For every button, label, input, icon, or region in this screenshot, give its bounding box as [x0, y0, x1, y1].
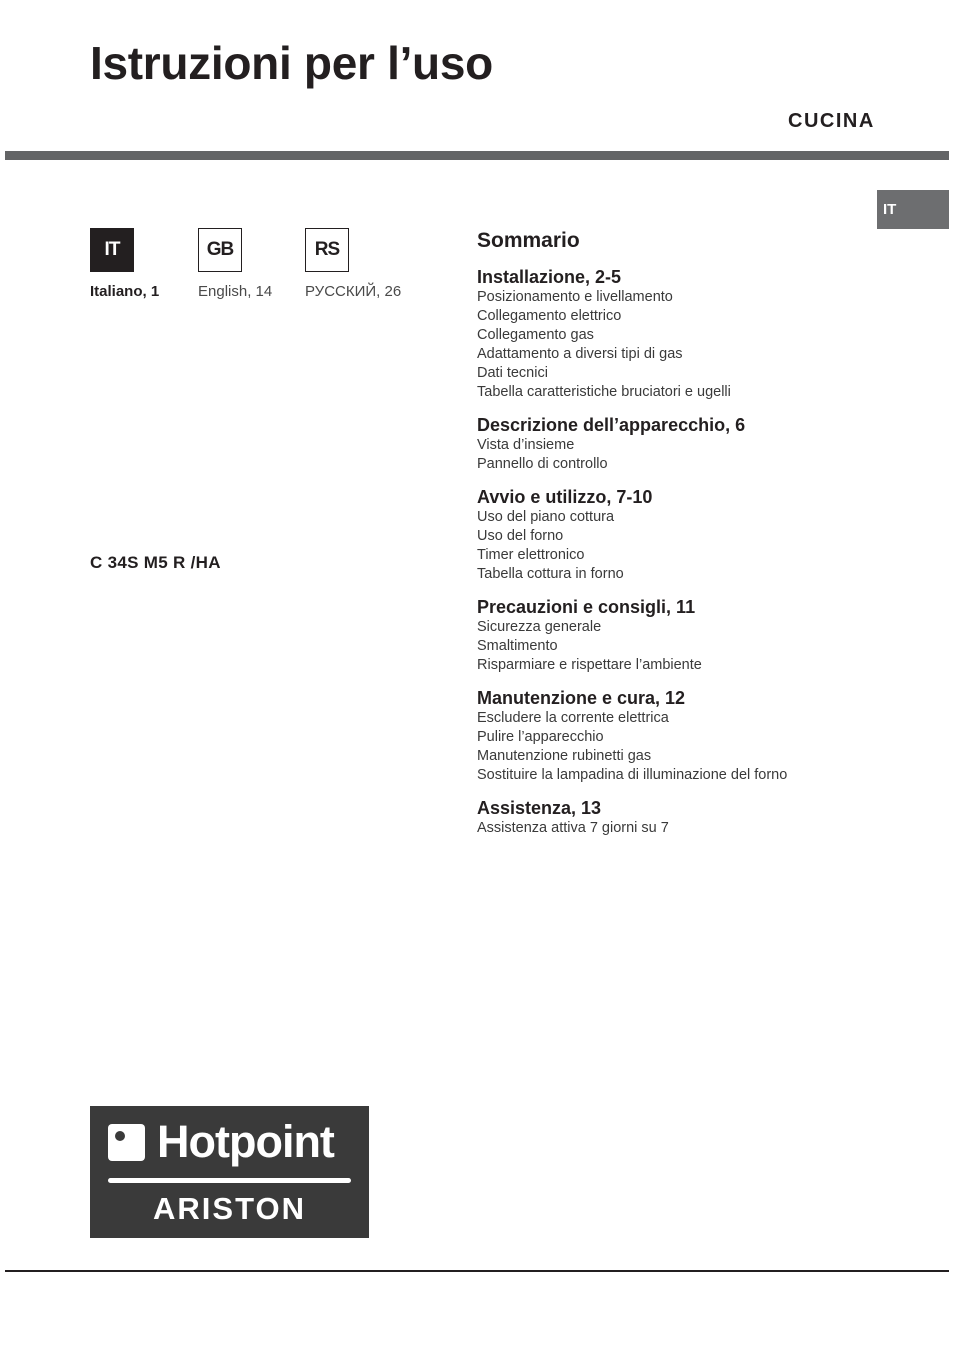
brand-logo — [90, 1106, 369, 1238]
language-label: РУССКИЙ, 26 — [305, 283, 402, 300]
logo-square-icon — [108, 1124, 145, 1161]
toc-heading: Installazione, 2-5 — [477, 267, 622, 287]
footer-divider — [5, 1270, 949, 1272]
toc-item: Sostituire la lampadina di illuminazione del forno — [477, 767, 788, 783]
language-gb — [198, 228, 272, 300]
language-label: Italiano, 1 — [90, 283, 160, 300]
toc-item: Tabella cottura in forno — [477, 566, 624, 582]
toc-item: Manutenzione rubinetti gas — [477, 748, 652, 764]
toc-item: Pannello di controllo — [477, 456, 608, 472]
model-number: C 34S M5 R /HA — [90, 553, 221, 572]
language-code-box: IT — [90, 228, 134, 272]
header-divider — [5, 151, 949, 160]
language-tab-it: IT — [877, 190, 949, 229]
toc-heading: Precauzioni e consigli, 11 — [477, 597, 696, 617]
language-label: English, 14 — [198, 283, 273, 300]
toc-item: Tabella caratteristiche bruciatori e ugelli — [477, 384, 731, 400]
toc-item: Uso del forno — [477, 528, 564, 544]
toc-item: Dati tecnici — [477, 365, 548, 381]
toc-heading: Assistenza, 13 — [477, 798, 602, 818]
toc-section — [477, 688, 937, 785]
toc-section — [477, 487, 937, 584]
toc-title: Sommario — [477, 229, 580, 252]
toc-item: Pulire l’apparecchio — [477, 729, 604, 745]
toc-section — [477, 415, 937, 474]
toc-item: Vista d’insieme — [477, 437, 575, 453]
toc-item: Timer elettronico — [477, 547, 585, 563]
toc-heading: Descrizione dell’apparecchio, 6 — [477, 415, 746, 435]
language-code-box: GB — [198, 228, 242, 272]
product-category: CUCINA — [788, 110, 875, 132]
toc-section — [477, 597, 937, 675]
toc-item: Risparmiare e rispettare l’ambiente — [477, 657, 702, 673]
document-title: Istruzioni per l’uso — [90, 37, 493, 89]
toc-sections — [477, 267, 937, 838]
toc-section — [477, 798, 937, 838]
toc-item: Assistenza attiva 7 giorni su 7 — [477, 820, 669, 836]
logo-brand-text: Hotpoint — [157, 1116, 334, 1167]
toc-item: Posizionamento e livellamento — [477, 289, 673, 305]
table-of-contents — [477, 229, 937, 851]
logo-dot-icon — [115, 1131, 125, 1141]
toc-item: Adattamento a diversi tipi di gas — [477, 346, 683, 362]
toc-item: Uso del piano cottura — [477, 509, 615, 525]
logo-divider — [108, 1178, 351, 1183]
toc-item: Collegamento elettrico — [477, 308, 622, 324]
toc-heading: Avvio e utilizzo, 7-10 — [477, 487, 653, 507]
language-it — [90, 228, 159, 300]
language-rs — [305, 228, 401, 300]
toc-item: Smaltimento — [477, 638, 558, 654]
toc-item: Collegamento gas — [477, 327, 594, 343]
logo-sub-text: ARISTON — [153, 1191, 306, 1226]
toc-item: Escludere la corrente elettrica — [477, 710, 669, 726]
toc-heading: Manutenzione e cura, 12 — [477, 688, 686, 708]
toc-section — [477, 267, 937, 402]
language-code-box: RS — [305, 228, 349, 272]
toc-item: Sicurezza generale — [477, 619, 602, 635]
